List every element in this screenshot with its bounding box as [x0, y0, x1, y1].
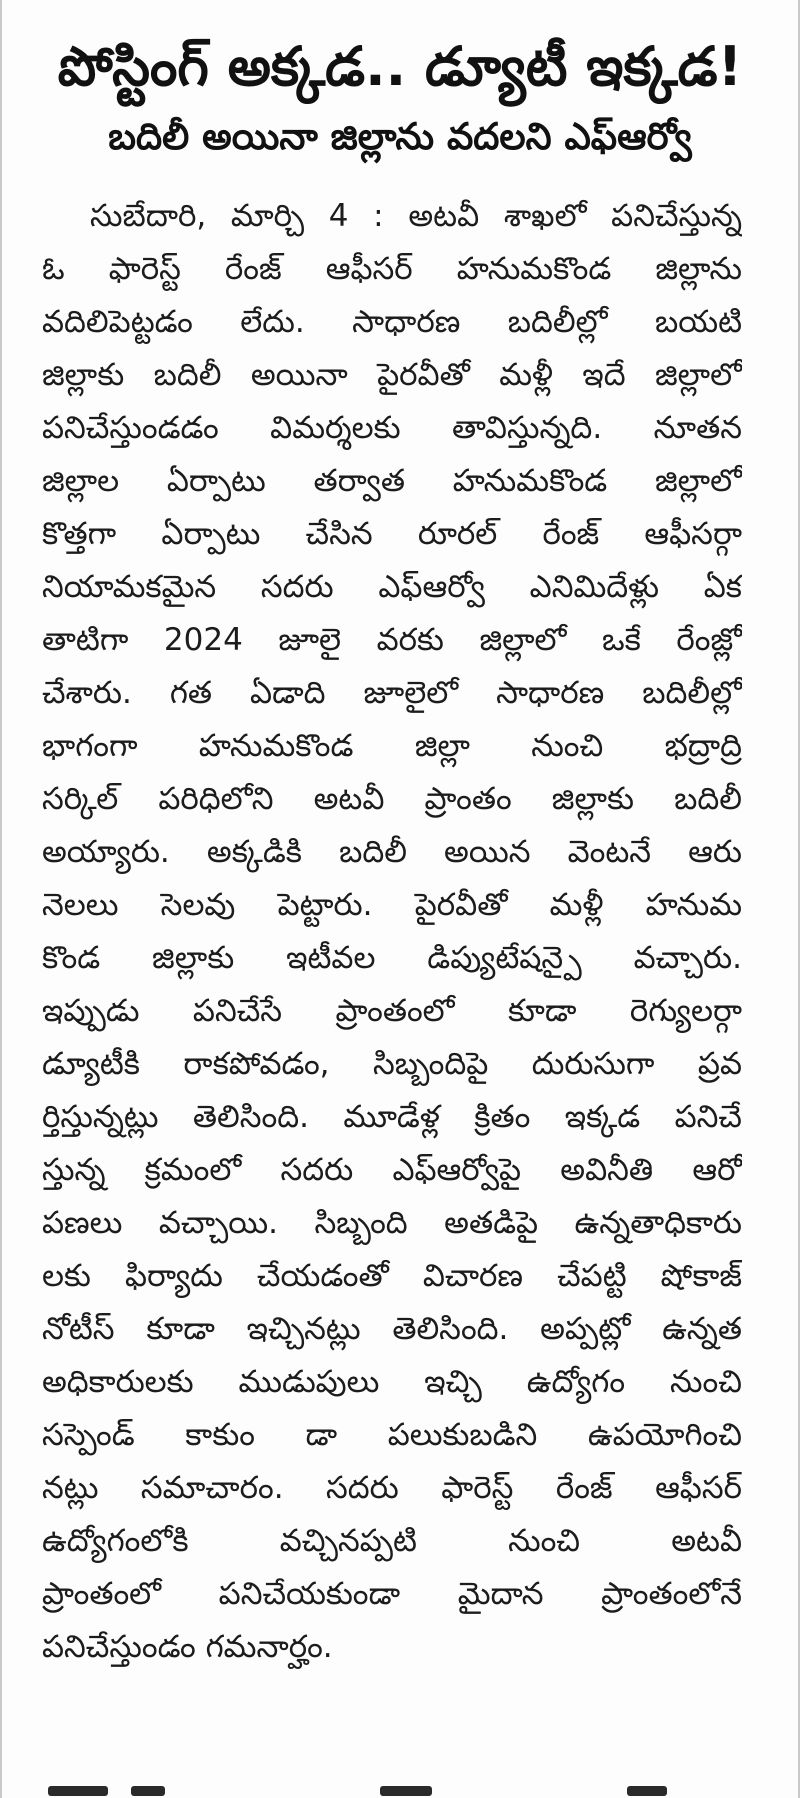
article-line: స్తున్న క్రమంలో సదరు ఎఫ్ఆర్వోపై అవినీతి ఆరో	[42, 1152, 742, 1188]
article-line: ర్తిస్తున్నట్లు తెలిసింది. మూడేళ్ల క్రితం ఇక్కడ పనిచే	[42, 1099, 742, 1135]
left-border	[0, 0, 2, 1798]
article-line: నట్లు సమాచారం. సదరు ఫారెస్ట్ రేంజ్ ఆఫీసర్	[42, 1470, 742, 1506]
article-line: సర్కిల్ పరిధిలోని అటవీ ప్రాంతం జిల్లాకు బదిలీ	[42, 781, 742, 817]
article-line: నెలలు సెలవు పెట్టారు. పైరవీతో మళ్లీ హనుమ	[42, 887, 742, 923]
article-line: తాటిగా 2024 జూలై వరకు జిల్లాలో ఒకే రేంజ్లో	[42, 622, 742, 658]
article-line: నియామకమైన సదరు ఎఫ్ఆర్వో ఎనిమిదేళ్లు ఏక	[42, 569, 742, 605]
article-line: డ్యూటీకి రాకపోవడం, సిబ్బందిపై దురుసుగా ప్రవ	[42, 1046, 742, 1082]
article-line: సుబేదారి, మార్చి 4 : అటవీ శాఖలో పనిచేస్తున్న	[90, 198, 742, 234]
article-line: ఓ ఫారెస్ట్ రేంజ్ ఆఫీసర్ హనుమకొండ జిల్లాను	[42, 251, 742, 287]
article-line: సస్పెండ్ కాకుం డా పలుకుబడిని ఉపయోగించి	[42, 1417, 742, 1453]
article-line: జిల్లాల ఏర్పాటు తర్వాత హనుమకొండ జిల్లాలో	[42, 463, 742, 499]
article-line: కొండ జిల్లాకు ఇటీవల డిప్యుటేషన్పై వచ్చారు.	[42, 940, 742, 976]
cropped-glyph	[627, 1786, 667, 1796]
article-line: నోటీస్ కూడా ఇచ్చినట్లు తెలిసింది. అప్పట్లో ఉన్నత	[42, 1311, 742, 1347]
subheadline: బదిలీ అయినా జిల్లాను వదలని ఎఫ్ఆర్వో	[108, 115, 692, 158]
cropped-next-line	[42, 1772, 742, 1798]
article-line: ఇప్పుడు పనిచేసే ప్రాంతంలో కూడా రెగ్యులర్గా	[42, 993, 742, 1029]
cropped-glyph	[380, 1786, 432, 1796]
article-line: ప్రాంతంలో పనిచేయకుండా మైదాన ప్రాంతంలోనే	[42, 1576, 742, 1612]
article-body	[42, 190, 742, 1674]
article-line: కొత్తగా ఏర్పాటు చేసిన రూరల్ రేంజ్ ఆఫీసర్గా	[42, 516, 742, 552]
cropped-glyph	[131, 1786, 165, 1796]
headline: పోస్టింగ్ అక్కడ.. డ్యూటీ ఇక్కడ!	[57, 35, 743, 98]
article-line: భాగంగా హనుమకొండ జిల్లా నుంచి భద్రాద్రి	[42, 728, 742, 764]
article-line: లకు ఫిర్యాదు చేయడంతో విచారణ చేపట్టి షోకాజ్	[42, 1258, 742, 1294]
article-line: జిల్లాకు బదిలీ అయినా పైరవీతో మళ్లీ ఇదే జిల్లాలో	[42, 357, 742, 393]
article-line: పనిచేస్తుండం గమనార్హం.	[42, 1629, 333, 1665]
article-line: వదిలిపెట్టడం లేదు. సాధారణ బదిలీల్లో బయటి	[42, 304, 742, 340]
article-line: అయ్యారు. అక్కడికి బదిలీ అయిన వెంటనే ఆరు	[42, 834, 742, 870]
article-line: అధికారులకు ముడుపులు ఇచ్చి ఉద్యోగం నుంచి	[42, 1364, 742, 1400]
article-line: చేశారు. గత ఏడాది జూలైలో సాధారణ బదిలీల్లో	[42, 675, 742, 711]
cropped-glyph	[48, 1786, 108, 1796]
article-line: పనిచేస్తుండడం విమర్శలకు తావిస్తున్నది. నూతన	[42, 410, 742, 446]
article-line: ఉద్యోగంలోకి వచ్చినప్పటి నుంచి అటవీ	[42, 1523, 742, 1559]
article-line: పణలు వచ్చాయి. సిబ్బంది అతడిపై ఉన్నతాధికారు	[42, 1205, 742, 1241]
